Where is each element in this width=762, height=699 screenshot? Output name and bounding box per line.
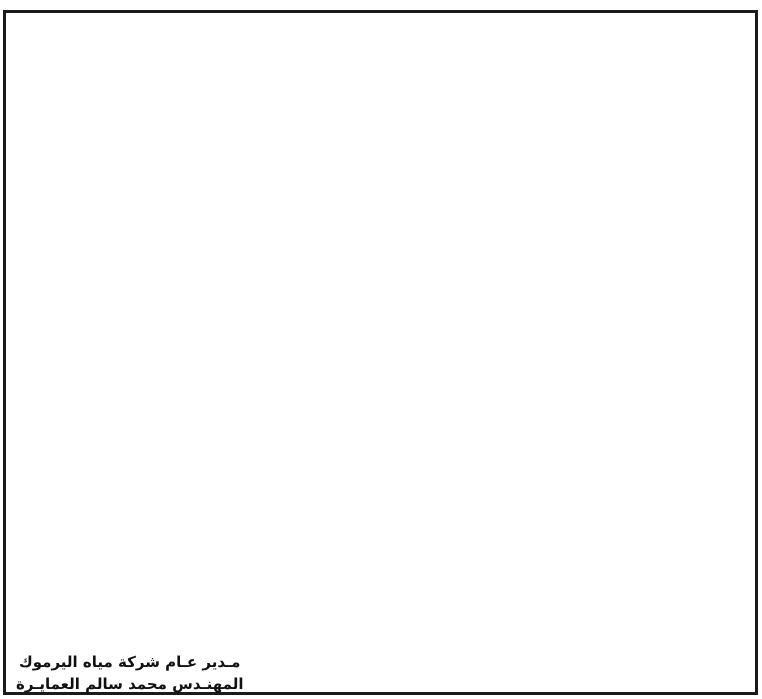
signature-block bbox=[16, 651, 243, 695]
signature-title: مـدير عـام شركة مياه اليرموك bbox=[19, 653, 241, 671]
signature-name: المهنـدس محمد سالم العمايـرة bbox=[16, 675, 244, 693]
page-border-frame bbox=[3, 10, 758, 695]
